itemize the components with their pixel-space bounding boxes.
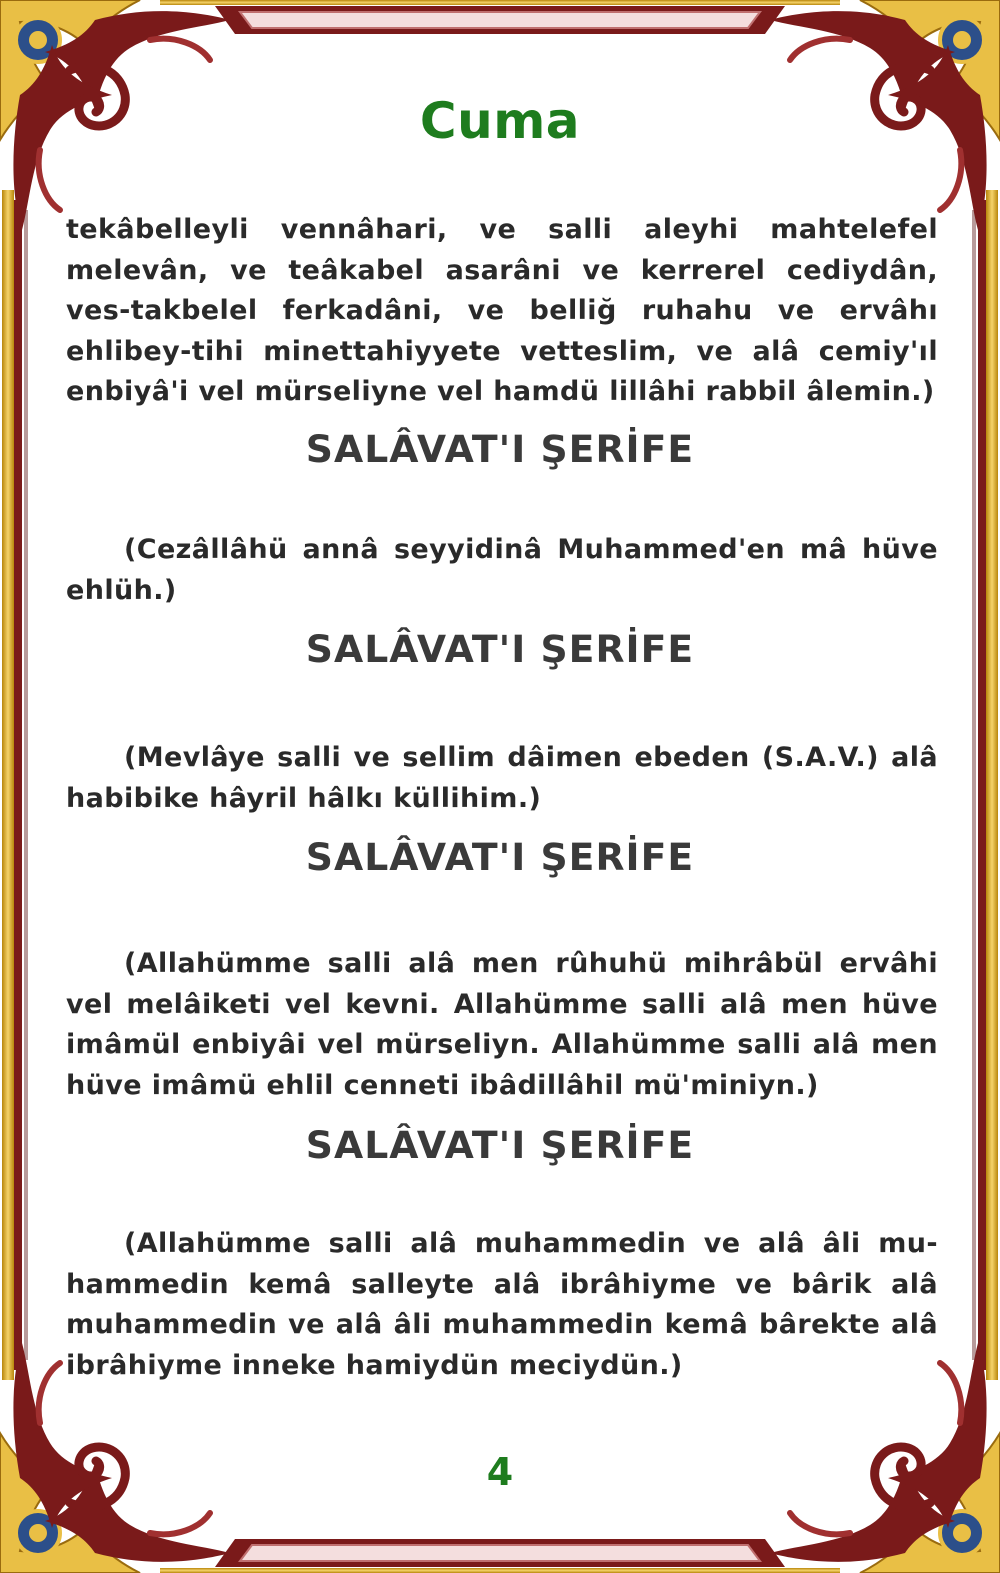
section-text: (Allahümme salli alâ muhammedin ve alâ âli mu-hammedin kemâ salleyte alâ ibrâhiyme ve bârik alâ muhammedin ve alâ âli muhammedin kemâ bârekte alâ ibrâhiyme inneke hamiydün meciydün.) [66,1228,938,1381]
page-title: Cuma [419,92,581,150]
section-text: (Cezâllâhü annâ seyyidinâ Muhammed'en mâ hüve ehlüh.) [66,534,938,606]
section-heading: SALÂVAT'I ŞERİFE [305,628,695,671]
section-text: (Allahümme salli alâ men rûhuhü mihrâbül ervâhi vel melâiketi vel kevni. Allahümme salli alâ men hüve imâmül enbiyâi vel mürseliyn. Allahümme salli alâ men hüve imâmü ehlil cenneti ibâdillâhil mü'miniyn.) [66,948,938,1101]
section-heading: SALÂVAT'I ŞERİFE [305,428,695,471]
section-heading: SALÂVAT'I ŞERİFE [305,1124,695,1167]
intro-paragraph: tekâbelleyli vennâhari, ve salli aleyhi mahtelefel melevân, ve teâkabel asarâni ve kerrerel cediydân, ves-takbelel ferkadâni, ve belliğ ruhahu ve ervâhı ehlibey-tihi minettahiyyete vetteslim, ve alâ cemiy'ıl enbiyâ'i vel mürseliyne vel hamdü lillâhi rabbil âlemin.) [66,214,938,407]
page-number: 4 [486,1450,514,1494]
section-text: (Mevlâye salli ve sellim dâimen ebeden (S.A.V.) alâ habibike hâyril hâlkı küllihim.) [66,742,938,814]
section-heading: SALÂVAT'I ŞERİFE [305,836,695,879]
